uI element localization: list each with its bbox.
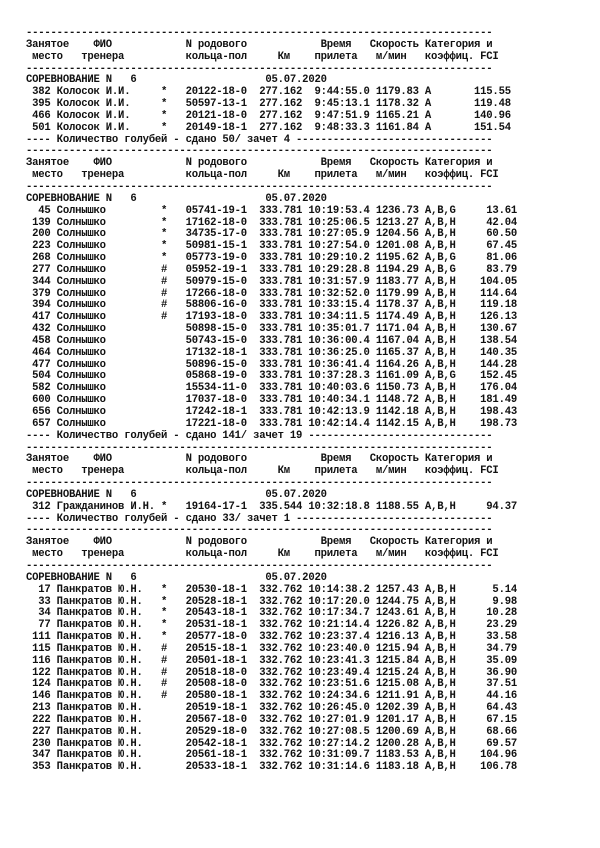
separator-line: ---------------------------------------------------------------------------- xyxy=(26,180,493,193)
result-row: 124 Панкратов Ю.Н. # 20508-18-0 332.762 10:23:51.6 1215.08 A,B,H 37.51 xyxy=(26,678,517,691)
table-header: место тренера кольца-пол Км прилета м/мин коэффиц. FCI xyxy=(26,465,499,478)
competition-title: СОРЕВНОВАНИЕ N 6 05.07.2020 xyxy=(26,192,327,205)
result-row: 382 Колосок И.И. * 20122-18-0 277.162 9:44:55.0 1179.83 A 115.55 xyxy=(26,86,511,99)
result-row: 344 Солнышко # 50979-15-0 333.781 10:31:57.9 1183.77 A,B,H 104.05 xyxy=(26,275,517,288)
table-header: место тренера кольца-пол Км прилета м/мин коэффиц. FCI xyxy=(26,548,499,561)
result-row: 139 Солнышко * 17162-18-0 333.781 10:25:06.5 1213.27 A,B,H 42.04 xyxy=(26,216,517,229)
competition-title: СОРЕВНОВАНИЕ N 6 05.07.2020 xyxy=(26,488,327,501)
results-document xyxy=(26,28,517,774)
summary-line: ---- Количество голубей - сдано 50/ зачет 4 -------------------------------- xyxy=(26,133,493,146)
table-header: Занятое ФИО N родового Время Скорость Категория и xyxy=(26,157,493,170)
table-header: место тренера кольца-пол Км прилета м/мин коэффиц. FCI xyxy=(26,169,499,182)
result-row: 501 Колосок И.И. * 20149-18-1 277.162 9:48:33.3 1161.84 A 151.54 xyxy=(26,121,511,134)
result-row: 77 Панкратов Ю.Н. * 20531-18-1 332.762 10:21:14.4 1226.82 A,B,H 23.29 xyxy=(26,619,517,632)
result-row: 417 Солнышко # 17193-18-0 333.781 10:34:11.5 1174.49 A,B,H 126.13 xyxy=(26,311,517,324)
result-row: 657 Солнышко 17221-18-0 333.781 10:42:14.4 1142.15 A,B,H 198.73 xyxy=(26,417,517,430)
separator-line: ---------------------------------------------------------------------------- xyxy=(26,559,493,572)
result-row: 223 Солнышко * 50981-15-1 333.781 10:27:54.0 1201.08 A,B,H 67.45 xyxy=(26,240,517,253)
result-row: 111 Панкратов Ю.Н. * 20577-18-0 332.762 10:23:37.4 1216.13 A,B,H 33.58 xyxy=(26,631,517,644)
result-row: 477 Солнышко 50896-15-0 333.781 10:36:41.4 1164.26 A,B,H 144.28 xyxy=(26,358,517,371)
result-row: 353 Панкратов Ю.Н. 20533-18-1 332.762 10:31:14.6 1183.18 A,B,H 106.78 xyxy=(26,761,517,774)
result-row: 312 Гражданинов И.Н. * 19164-17-1 335.544 10:32:18.8 1188.55 A,B,H 94.37 xyxy=(26,500,517,513)
result-row: 466 Колосок И.И. * 20121-18-0 277.162 9:47:51.9 1165.21 A 140.96 xyxy=(26,109,511,122)
result-row: 213 Панкратов Ю.Н. 20519-18-1 332.762 10:26:45.0 1202.39 A,B,H 64.43 xyxy=(26,702,517,715)
result-row: 379 Солнышко # 17266-18-0 333.781 10:32:52.0 1179.99 A,B,H 114.64 xyxy=(26,287,517,300)
result-row: 17 Панкратов Ю.Н. * 20530-18-1 332.762 10:14:38.2 1257.43 A,B,H 5.14 xyxy=(26,583,517,596)
result-row: 582 Солнышко 15534-11-0 333.781 10:40:03.6 1150.73 A,B,H 176.04 xyxy=(26,382,517,395)
result-row: 656 Солнышко 17242-18-1 333.781 10:42:13.9 1142.18 A,B,H 198.43 xyxy=(26,406,517,418)
result-row: 464 Солнышко 17132-18-1 333.781 10:36:25.0 1165.37 A,B,H 140.35 xyxy=(26,346,517,359)
competition-title: СОРЕВНОВАНИЕ N 6 05.07.2020 xyxy=(26,74,327,87)
result-row: 600 Солнышко 17037-18-0 333.781 10:40:34.1 1148.72 A,B,H 181.49 xyxy=(26,394,517,407)
result-row: 432 Солнышко 50898-15-0 333.781 10:35:01.7 1171.04 A,B,H 130.67 xyxy=(26,323,517,336)
table-header: Занятое ФИО N родового Время Скорость Категория и xyxy=(26,536,493,549)
result-row: 504 Солнышко 05868-19-0 333.781 10:37:28.3 1161.09 A,B,G 152.45 xyxy=(26,370,517,383)
result-row: 222 Панкратов Ю.Н. 20567-18-0 332.762 10:27:01.9 1201.17 A,B,H 67.15 xyxy=(26,713,517,726)
separator-line: ---------------------------------------------------------------------------- xyxy=(26,27,493,39)
result-row: 268 Солнышко * 05773-19-0 333.781 10:29:10.2 1195.62 A,B,G 81.06 xyxy=(26,252,517,265)
result-row: 115 Панкратов Ю.Н. # 20515-18-1 332.762 10:23:40.0 1215.94 A,B,H 34.79 xyxy=(26,642,517,655)
result-row: 45 Солнышко * 05741-19-1 333.781 10:19:53.4 1236.73 A,B,G 13.61 xyxy=(26,204,517,217)
summary-line: ---- Количество голубей - сдано 141/ зачет 19 ------------------------------ xyxy=(26,429,493,442)
table-header: Занятое ФИО N родового Время Скорость Категория и xyxy=(26,453,493,466)
separator-line: ---------------------------------------------------------------------------- xyxy=(26,62,493,75)
result-row: 230 Панкратов Ю.Н. 20542-18-1 332.762 10:27:14.2 1200.28 A,B,H 69.57 xyxy=(26,737,517,750)
table-header: Занятое ФИО N родового Время Скорость Категория и xyxy=(26,38,493,51)
separator-line: ---------------------------------------------------------------------------- xyxy=(26,145,493,158)
result-row: 200 Солнышко * 34735-17-0 333.781 10:27:05.9 1204.56 A,B,H 60.50 xyxy=(26,228,517,241)
competition-title: СОРЕВНОВАНИЕ N 6 05.07.2020 xyxy=(26,571,327,584)
result-row: 227 Панкратов Ю.Н. 20529-18-0 332.762 10:27:08.5 1200.69 A,B,H 68.66 xyxy=(26,725,517,738)
separator-line: ---------------------------------------------------------------------------- xyxy=(26,524,493,537)
summary-line: ---- Количество голубей - сдано 33/ зачет 1 -------------------------------- xyxy=(26,512,493,525)
result-row: 122 Панкратов Ю.Н. # 20518-18-0 332.762 10:23:49.4 1215.24 A,B,H 36.90 xyxy=(26,666,517,679)
result-row: 146 Панкратов Ю.Н. # 20580-18-1 332.762 10:24:34.6 1211.91 A,B,H 44.16 xyxy=(26,690,517,703)
result-row: 458 Солнышко 50743-15-0 333.781 10:36:00.4 1167.04 A,B,H 138.54 xyxy=(26,334,517,347)
result-row: 347 Панкратов Ю.Н. 20561-18-1 332.762 10:31:09.7 1183.53 A,B,H 104.96 xyxy=(26,749,517,762)
separator-line: ---------------------------------------------------------------------------- xyxy=(26,477,493,490)
result-row: 34 Панкратов Ю.Н. * 20543-18-1 332.762 10:17:34.7 1243.61 A,B,H 10.28 xyxy=(26,607,517,620)
result-row: 277 Солнышко # 05952-19-1 333.781 10:29:28.8 1194.29 A,B,G 83.79 xyxy=(26,263,517,276)
result-row: 395 Колосок И.И. * 50597-13-1 277.162 9:45:13.1 1178.32 A 119.48 xyxy=(26,98,511,111)
result-row: 33 Панкратов Ю.Н. * 20528-18-1 332.762 10:17:20.0 1244.75 A,B,H 9.98 xyxy=(26,595,517,608)
result-row: 394 Солнышко # 58806-16-0 333.781 10:33:15.4 1178.37 A,B,H 119.18 xyxy=(26,299,517,312)
table-header: место тренера кольца-пол Км прилета м/мин коэффиц. FCI xyxy=(26,50,499,63)
separator-line: ---------------------------------------------------------------------------- xyxy=(26,441,493,454)
result-row: 116 Панкратов Ю.Н. # 20501-18-1 332.762 10:23:41.3 1215.84 A,B,H 35.09 xyxy=(26,654,517,667)
